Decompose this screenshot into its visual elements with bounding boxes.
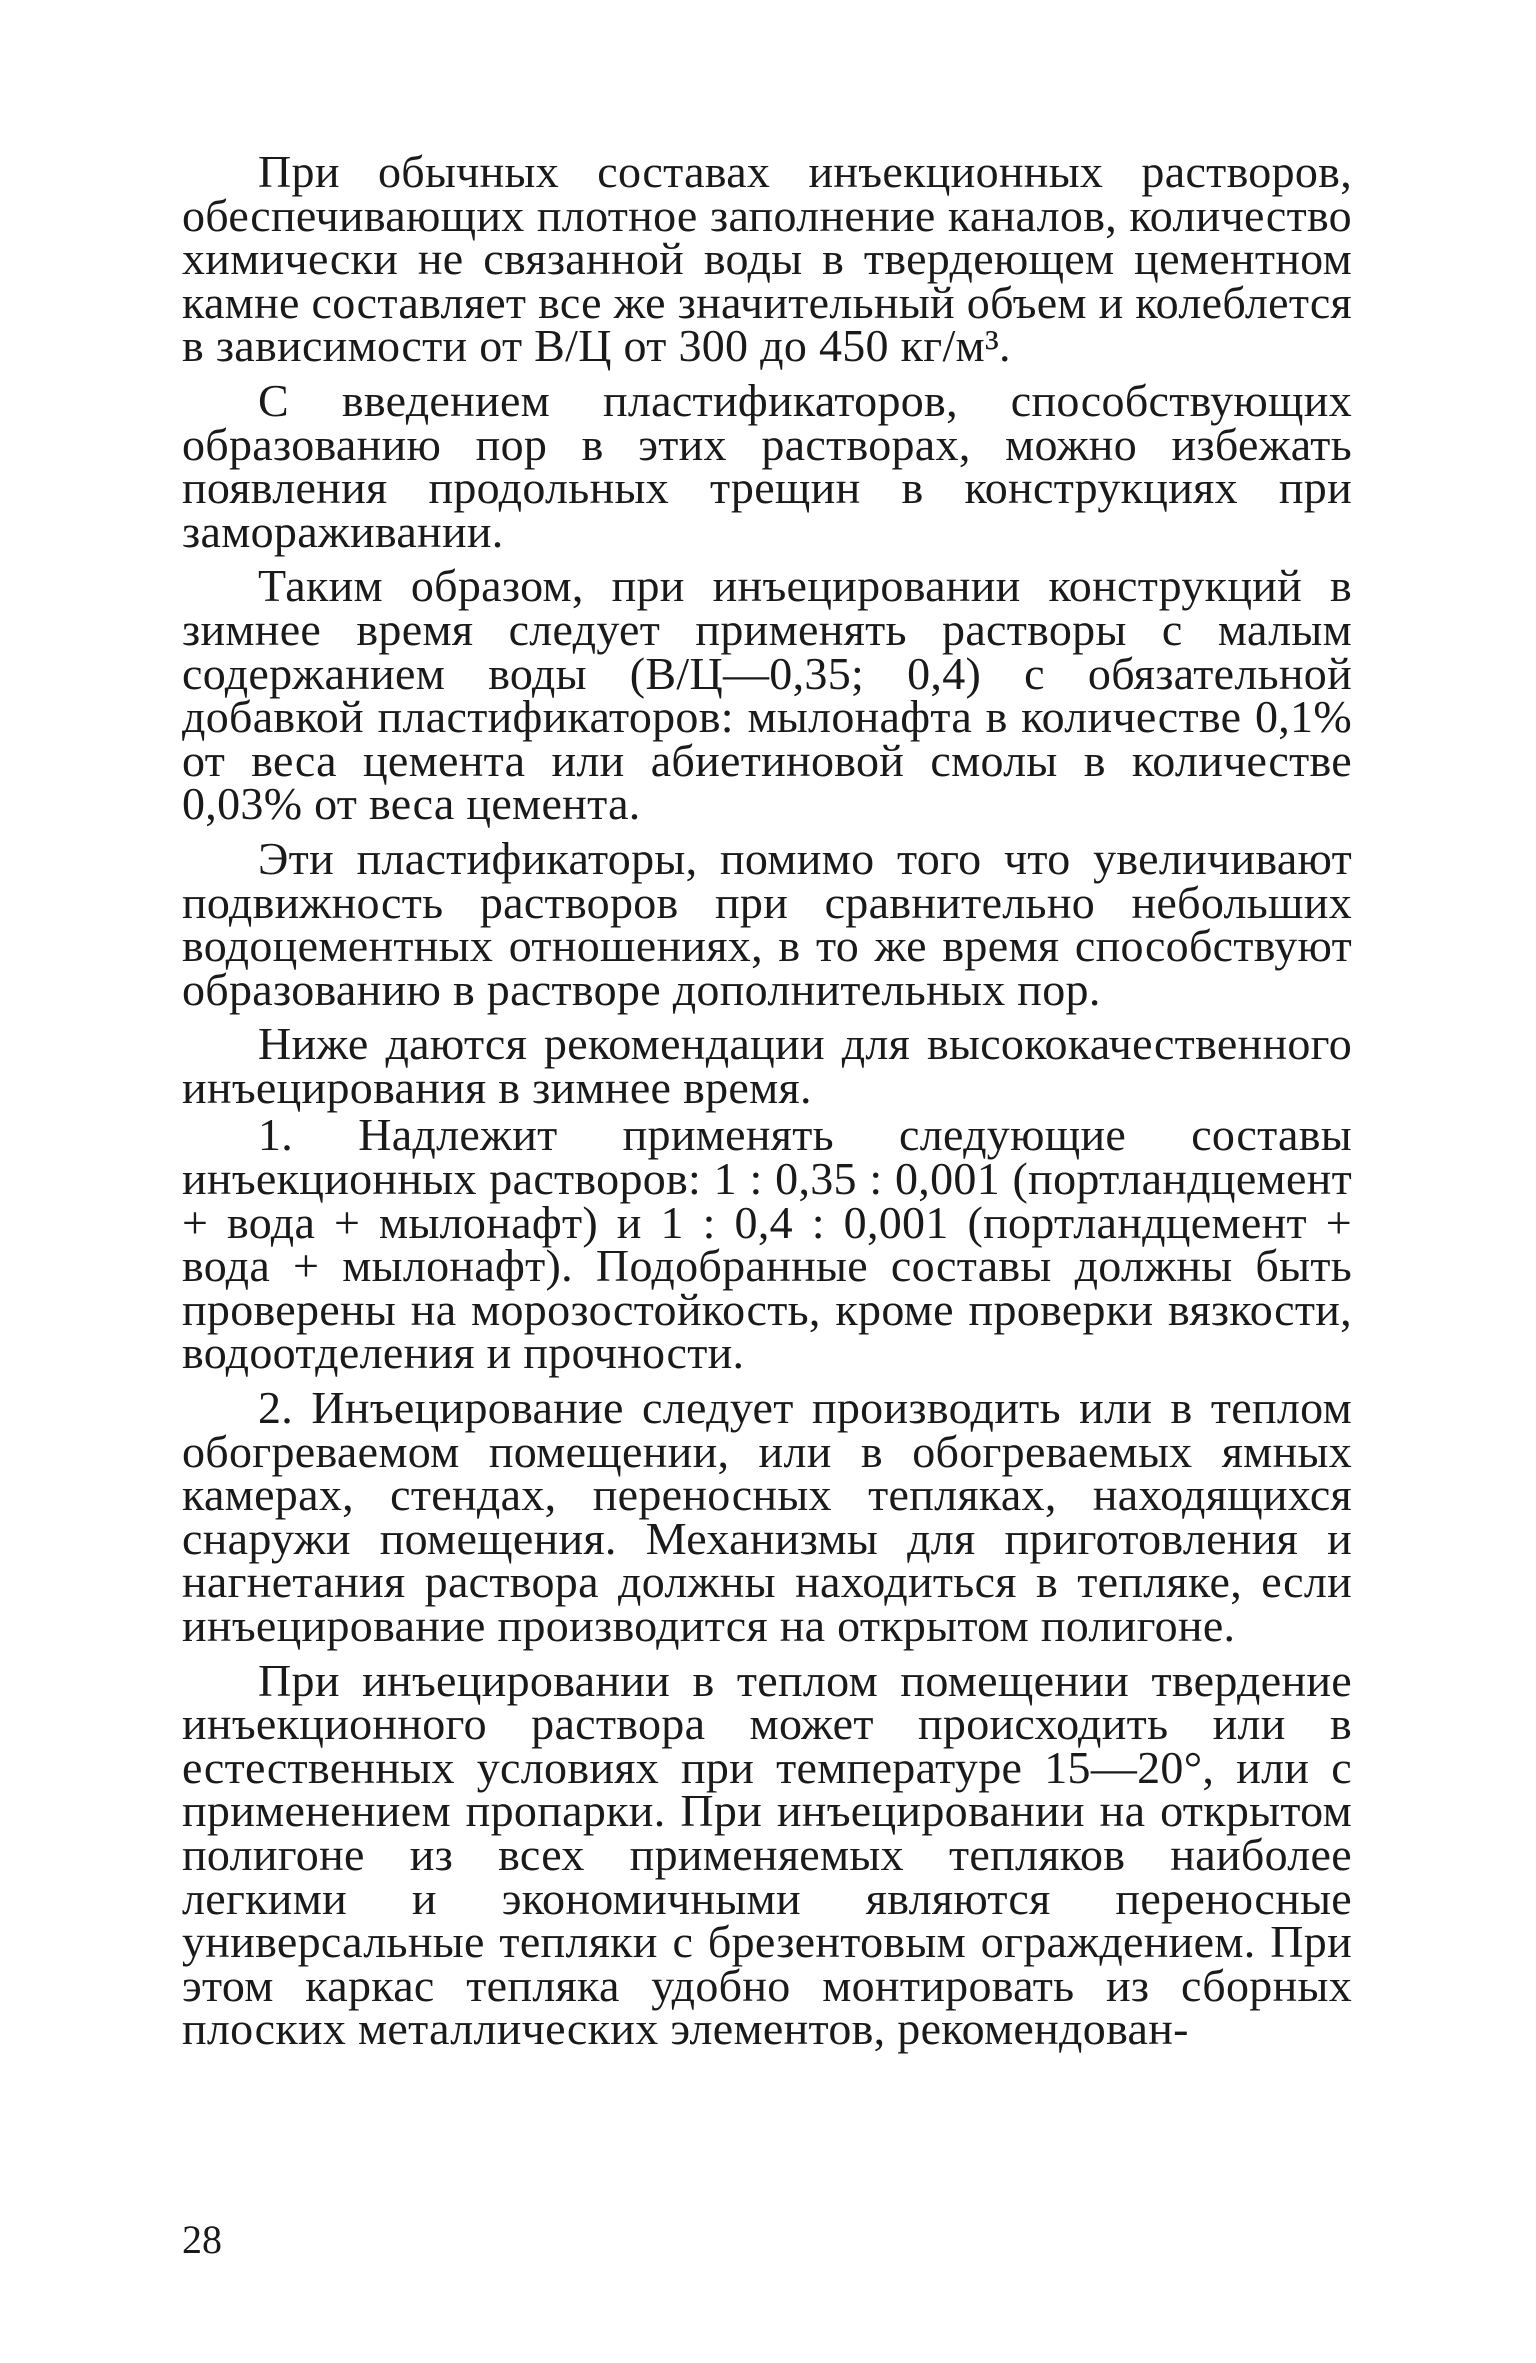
- page-number: 28: [182, 2217, 222, 2262]
- page-body: [182, 146, 1353, 2062]
- paragraph-1: При обычных составах инъекционных растворов, обеспечивающих плотное заполнение каналов, количество химически не связанной воды в твердеющем цементном камне составляет все же значительный объем и колеблется в зависимости от В/Ц от 300 до 450 кг/м³.: [182, 146, 1353, 372]
- paragraph-3: Таким образом, при инъецировании конструкций в зимнее время следует применять растворы с малым содержанием воды (В/Ц—0,35; 0,4) с обязательной добавкой пластификаторов: мылонафта в количестве 0,1% от веса цемента или абиетиновой смолы в количестве 0,03% от веса цемента.: [182, 560, 1352, 830]
- paragraph-5: Ниже даются рекомендации для высококачественного инъецирования в зимнее время.: [182, 1018, 1352, 1113]
- paragraph-7: 2. Инъецирование следует производить или в теплом обогреваемом помещении, или в обогреваемых ямных камерах, стендах, переносных тепляках, находящихся снаружи помещения. Механизмы для приготовления и нагнетания раствора должны находиться в тепляке, если инъецирование производится на открытом полигоне.: [182, 1382, 1352, 1651]
- paragraph-6: 1. Надлежит применять следующие составы инъекционных растворов: 1 : 0,35 : 0,001 (портландцемент + вода + мылонафт) и 1 : 0,4 : 0,001 (портландцемент + вода + мылонафт). Подобранные составы должны быть проверены на морозостойкость, кроме проверки вязкости, водоотделения и прочности.: [182, 1109, 1352, 1379]
- paragraph-4: Эти пластификаторы, помимо того что увеличивают подвижность растворов при сравнительно небольших водоцементных отношениях, в то же время способствуют образованию в растворе дополнительных пор.: [182, 832, 1352, 1015]
- paragraph-2: С введением пластификаторов, способствующих образованию пор в этих растворах, можно избежать появления продольных трещин в конструкциях при замораживании.: [182, 374, 1352, 557]
- paragraph-8: При инъецировании в теплом помещении твердение инъекционного раствора может происходить или в естественных условиях при температуре 15—20°, или с применением пропарки. При инъецировании на открытом полигоне из всех применяемых тепляков наиболее легкими и экономичными являются переносные универсальные тепляки с брезентовым ограждением. При этом каркас тепляка удобно монтировать из сборных плоских металлических элементов, рекомендован-: [182, 1654, 1352, 2055]
